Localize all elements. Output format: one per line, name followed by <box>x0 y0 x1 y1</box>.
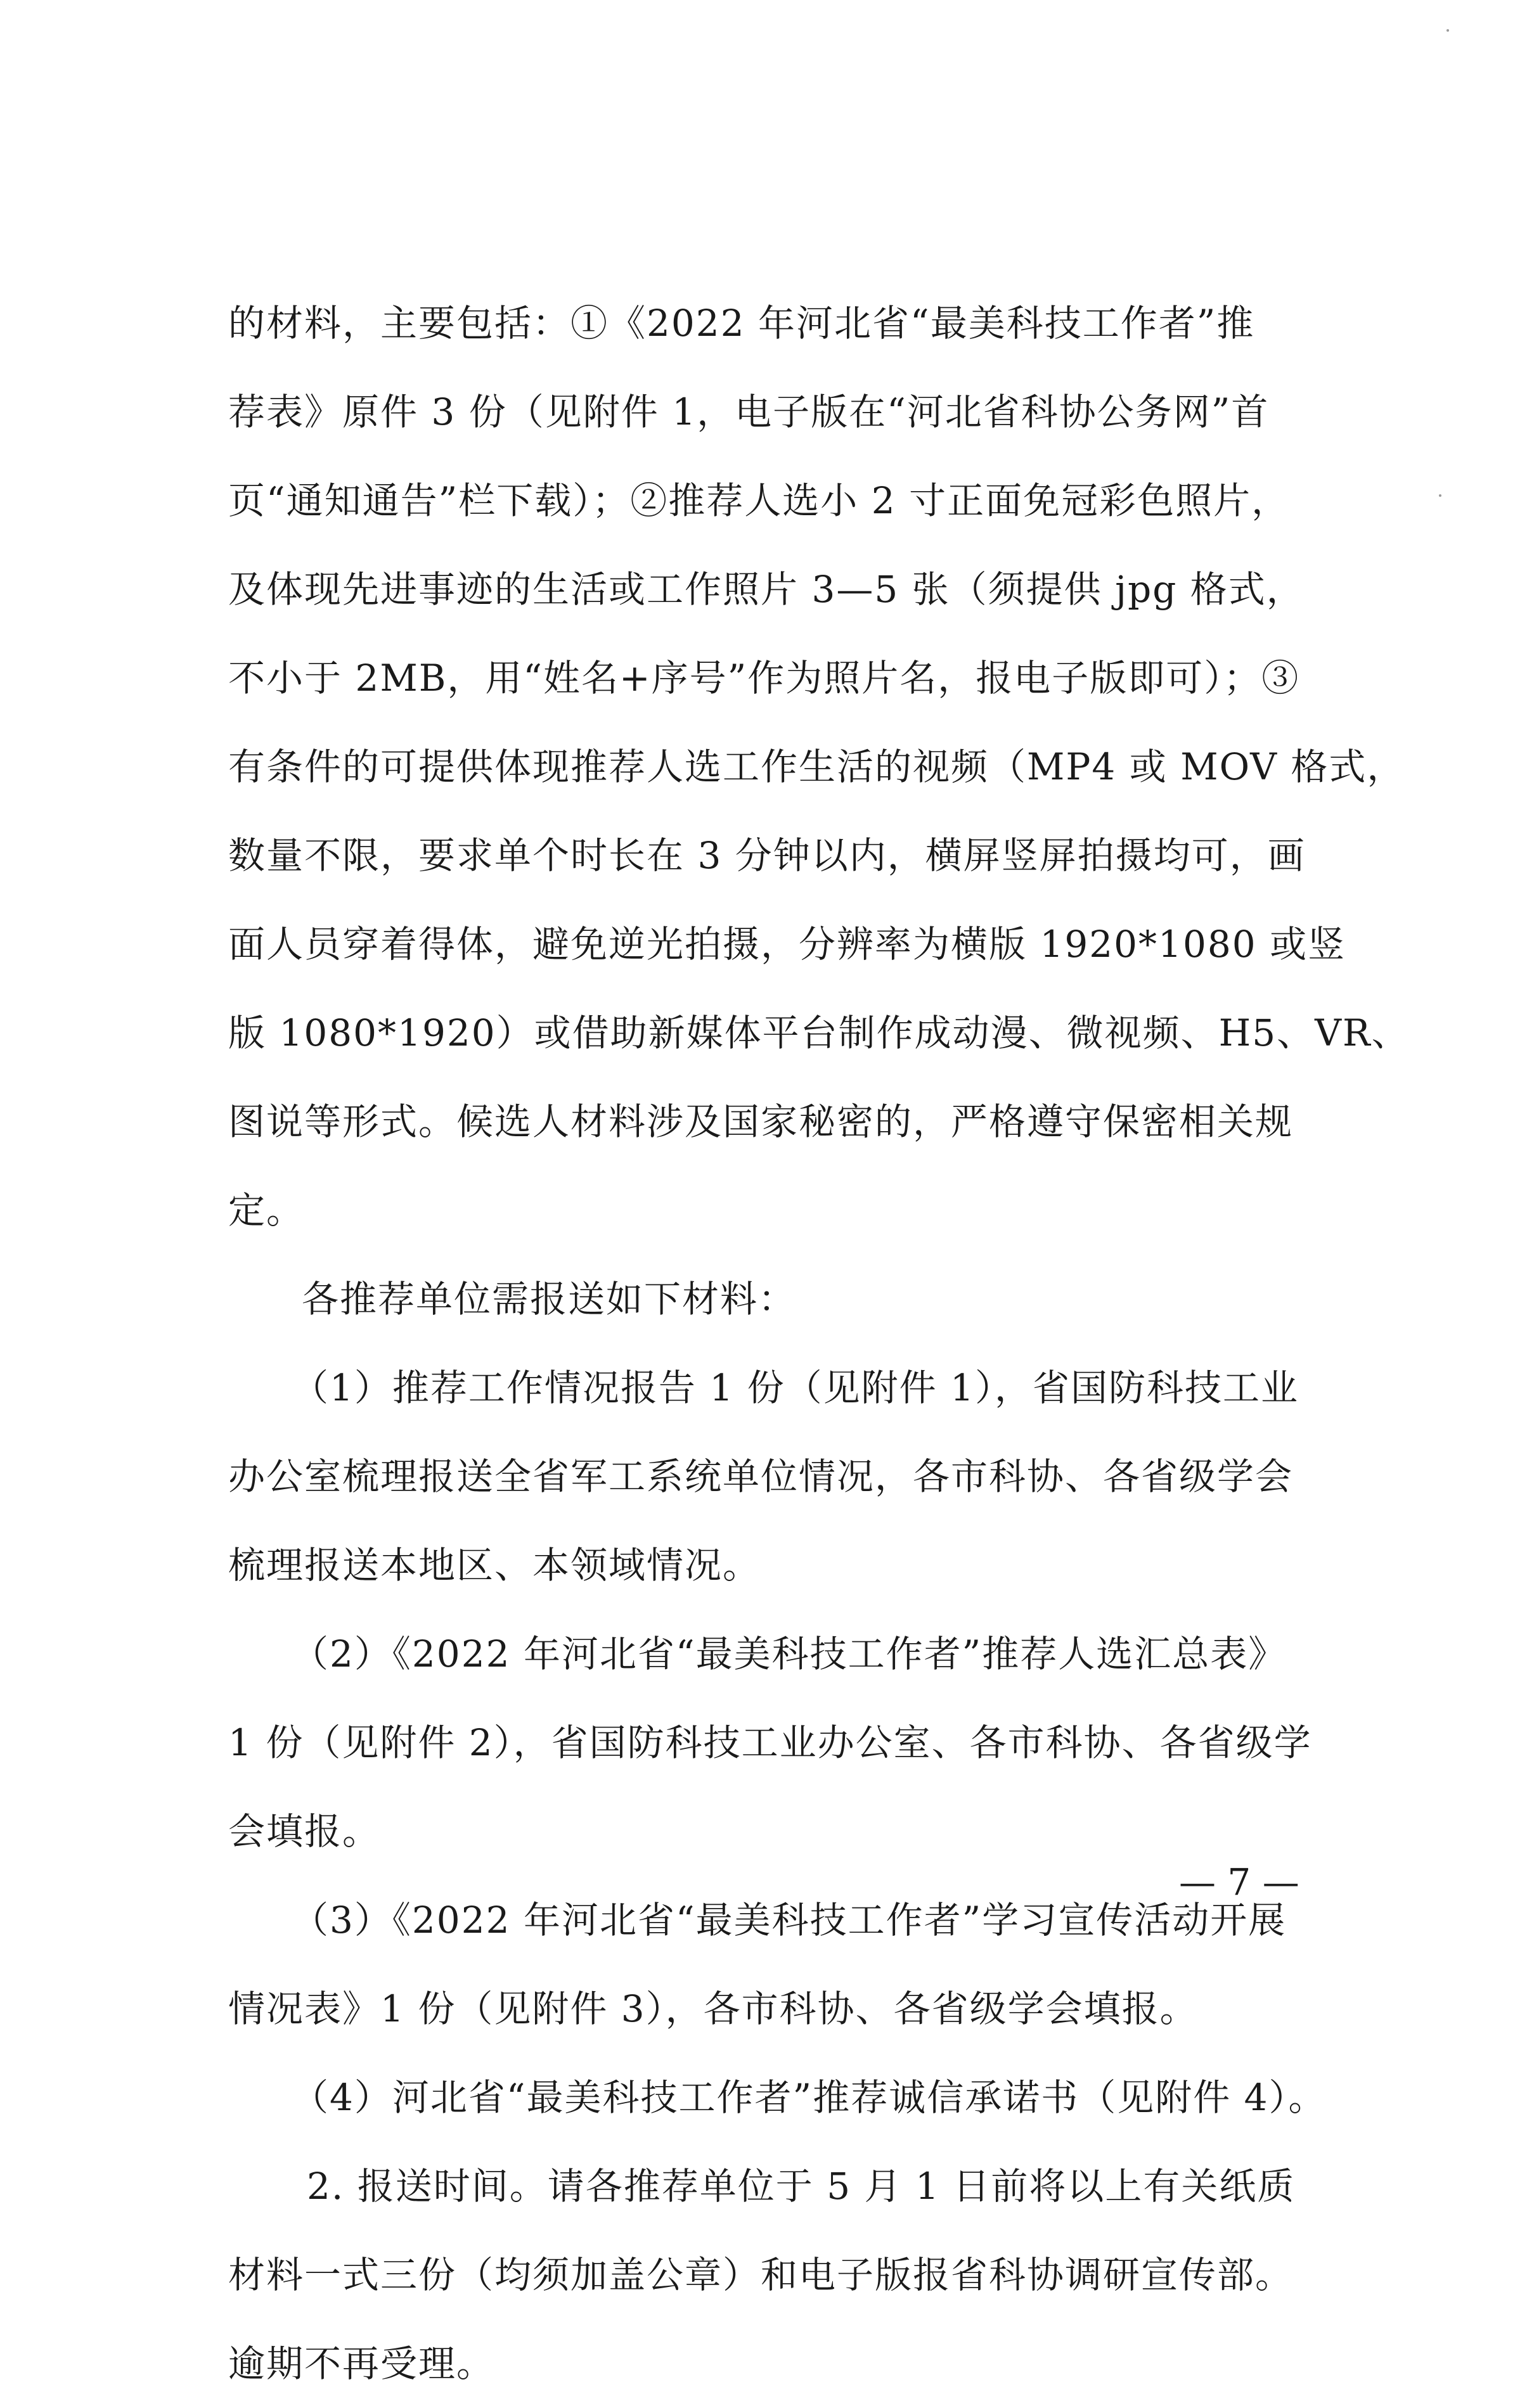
paragraph-line: 材料一式三份（均须加盖公章）和电子版报省科协调研宣传部。 <box>228 2253 1294 2296</box>
scan-speck <box>1446 29 1449 32</box>
paragraph-line: 逾期不再受理。 <box>228 2342 495 2385</box>
paragraph-line: 办公室梳理报送全省军工系统单位情况，各市科协、各省级学会 <box>228 1455 1294 1498</box>
paragraph-line: 1 份（见附件 2），省国防科技工业办公室、各市科协、各省级学 <box>228 1721 1312 1764</box>
paragraph-line: （1）推荐工作情况报告 1 份（见附件 1），省国防科技工业 <box>292 1366 1299 1409</box>
paragraph-line: （2）《2022 年河北省“最美科技工作者”推荐人选汇总表》 <box>292 1632 1287 1675</box>
body-text <box>228 279 1410 2408</box>
paragraph-line: 有条件的可提供体现推荐人选工作生活的视频（MP4 或 MOV 格式， <box>228 745 1405 788</box>
paragraph-line: 版 1080*1920）或借助新媒体平台制作成动漫、微视频、H5、VR、 <box>228 1011 1410 1054</box>
paragraph-line: 梳理报送本地区、本领域情况。 <box>228 1544 761 1587</box>
paragraph-line: （4）河北省“最美科技工作者”推荐诚信承诺书（见附件 4）。 <box>292 2076 1327 2119</box>
paragraph-line: 情况表》1 份（见附件 3），各市科协、各省级学会填报。 <box>228 1987 1198 2030</box>
paragraph-line: 的材料，主要包括：①《2022 年河北省“最美科技工作者”推 <box>228 302 1255 345</box>
page-number: — 7 — <box>1179 1860 1299 1904</box>
paragraph-line: 各推荐单位需报送如下材料： <box>302 1278 797 1321</box>
paragraph-line: 及体现先进事迹的生活或工作照片 3—5 张（须提供 jpg 格式， <box>228 568 1305 611</box>
scan-speck <box>1439 494 1441 497</box>
paragraph-line: 图说等形式。候选人材料涉及国家秘密的，严格遵守保密相关规 <box>228 1100 1294 1143</box>
paragraph-line: 荐表》原件 3 份（见附件 1，电子版在“河北省科协公务网”首 <box>228 390 1270 433</box>
paragraph-line: 会填报。 <box>228 1810 381 1853</box>
paragraph-line: 不小于 2MB，用“姓名+序号”作为照片名，报电子版即可）；③ <box>228 656 1300 700</box>
paragraph-line: 数量不限，要求单个时长在 3 分钟以内，横屏竖屏拍摄均可，画 <box>228 834 1306 877</box>
paragraph-line: 面人员穿着得体，避免逆光拍摄，分辨率为横版 1920*1080 或竖 <box>228 923 1346 966</box>
paragraph-line: 页“通知通告”栏下载）；②推荐人选小 2 寸正面免冠彩色照片， <box>228 479 1290 522</box>
paragraph-line: 2. 报送时间。请各推荐单位于 5 月 1 日前将以上有关纸质 <box>307 2165 1296 2208</box>
paragraph-line: （3）《2022 年河北省“最美科技工作者”学习宣传活动开展 <box>292 1899 1287 1942</box>
paragraph-line: 定。 <box>228 1189 305 1232</box>
